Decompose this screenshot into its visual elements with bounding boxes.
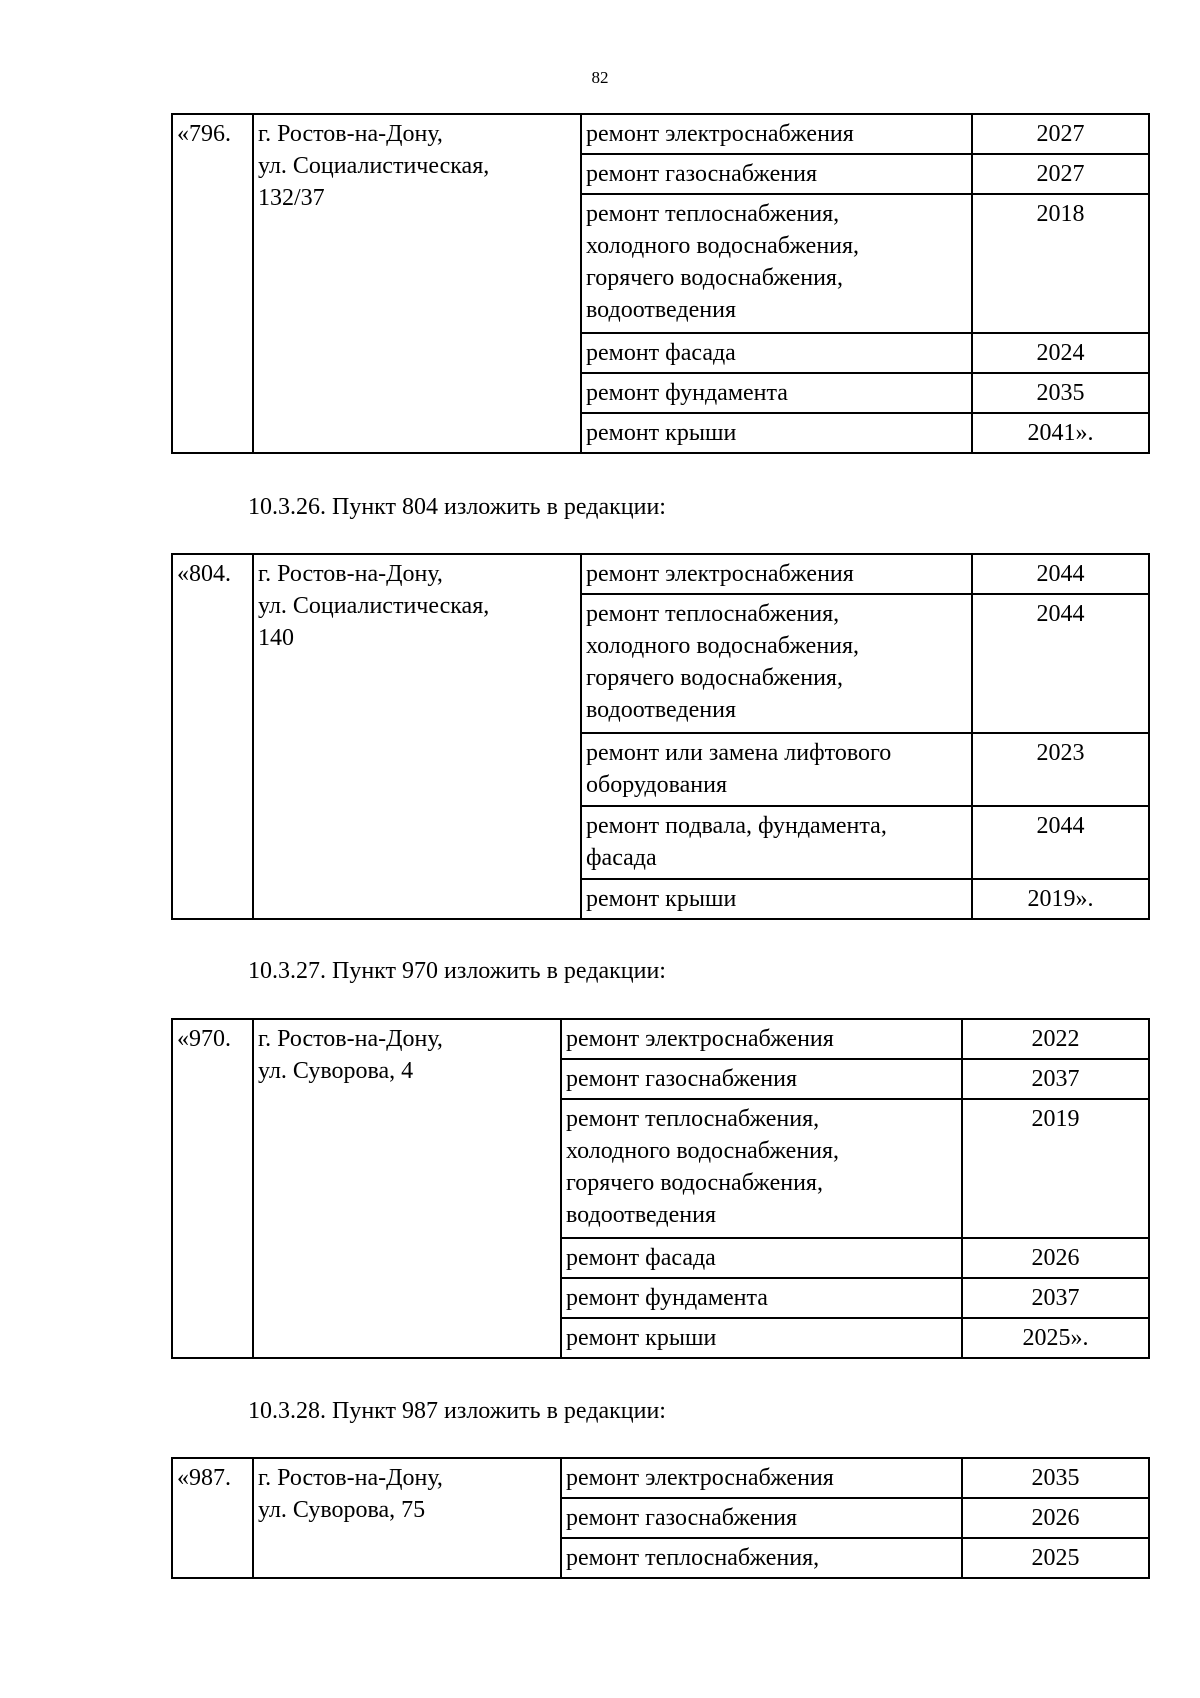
work-type: ремонт электроснабжения bbox=[561, 1019, 962, 1059]
work-year: 2044 bbox=[972, 594, 1149, 733]
work-type: ремонт крыши bbox=[561, 1318, 962, 1358]
work-type: ремонт крыши bbox=[581, 879, 972, 919]
work-year: 2044 bbox=[972, 806, 1149, 879]
work-year: 2035 bbox=[972, 373, 1149, 413]
work-year: 2025». bbox=[962, 1318, 1149, 1358]
work-year: 2027 bbox=[972, 114, 1149, 154]
item-number: «987. bbox=[172, 1458, 253, 1578]
work-type: ремонт крыши bbox=[581, 413, 972, 453]
item-address: г. Ростов-на-Дону, ул. Суворова, 75 bbox=[253, 1458, 561, 1578]
item-address: г. Ростов-на-Дону, ул. Социалистическая, 140 bbox=[253, 554, 581, 919]
work-year: 2041». bbox=[972, 413, 1149, 453]
work-year: 2019». bbox=[972, 879, 1149, 919]
work-type: ремонт теплоснабжения, холодного водоснабжения, горячего водоснабжения, водоотведения bbox=[561, 1099, 962, 1238]
work-year: 2037 bbox=[962, 1059, 1149, 1099]
work-year: 2024 bbox=[972, 333, 1149, 373]
item-table-970 bbox=[171, 1018, 1150, 1359]
work-year: 2019 bbox=[962, 1099, 1149, 1238]
work-year: 2037 bbox=[962, 1278, 1149, 1318]
work-type: ремонт электроснабжения bbox=[581, 114, 972, 154]
page-number: 82 bbox=[591, 68, 609, 87]
work-type: ремонт электроснабжения bbox=[561, 1458, 962, 1498]
item-table-987 bbox=[171, 1457, 1150, 1579]
work-year: 2023 bbox=[972, 733, 1149, 806]
work-type: ремонт электроснабжения bbox=[581, 554, 972, 594]
work-year: 2025 bbox=[962, 1538, 1149, 1578]
work-year: 2027 bbox=[972, 154, 1149, 194]
item-number: «796. bbox=[172, 114, 253, 453]
item-table-804 bbox=[171, 553, 1150, 920]
paragraph: 10.3.26. Пункт 804 изложить в редакции: bbox=[248, 494, 666, 520]
paragraph: 10.3.27. Пункт 970 изложить в редакции: bbox=[248, 958, 666, 984]
work-type: ремонт фасада bbox=[581, 333, 972, 373]
item-number: «804. bbox=[172, 554, 253, 919]
work-year: 2026 bbox=[962, 1498, 1149, 1538]
work-year: 2026 bbox=[962, 1238, 1149, 1278]
work-year: 2018 bbox=[972, 194, 1149, 333]
work-type: ремонт или замена лифтового оборудования bbox=[581, 733, 972, 806]
work-type: ремонт теплоснабжения, холодного водоснабжения, горячего водоснабжения, водоотведения bbox=[581, 194, 972, 333]
work-type: ремонт фасада bbox=[561, 1238, 962, 1278]
work-year: 2022 bbox=[962, 1019, 1149, 1059]
work-type: ремонт подвала, фундамента, фасада bbox=[581, 806, 972, 879]
work-type: ремонт фундамента bbox=[581, 373, 972, 413]
item-address: г. Ростов-на-Дону, ул. Суворова, 4 bbox=[253, 1019, 561, 1358]
work-type: ремонт фундамента bbox=[561, 1278, 962, 1318]
item-address: г. Ростов-на-Дону, ул. Социалистическая, 132/37 bbox=[253, 114, 581, 453]
item-number: «970. bbox=[172, 1019, 253, 1358]
work-type: ремонт теплоснабжения, bbox=[561, 1538, 962, 1578]
paragraph: 10.3.28. Пункт 987 изложить в редакции: bbox=[248, 1398, 666, 1424]
work-year: 2035 bbox=[962, 1458, 1149, 1498]
work-type: ремонт теплоснабжения, холодного водоснабжения, горячего водоснабжения, водоотведения bbox=[581, 594, 972, 733]
work-type: ремонт газоснабжения bbox=[581, 154, 972, 194]
item-table-796 bbox=[171, 113, 1150, 454]
work-type: ремонт газоснабжения bbox=[561, 1059, 962, 1099]
work-year: 2044 bbox=[972, 554, 1149, 594]
work-type: ремонт газоснабжения bbox=[561, 1498, 962, 1538]
